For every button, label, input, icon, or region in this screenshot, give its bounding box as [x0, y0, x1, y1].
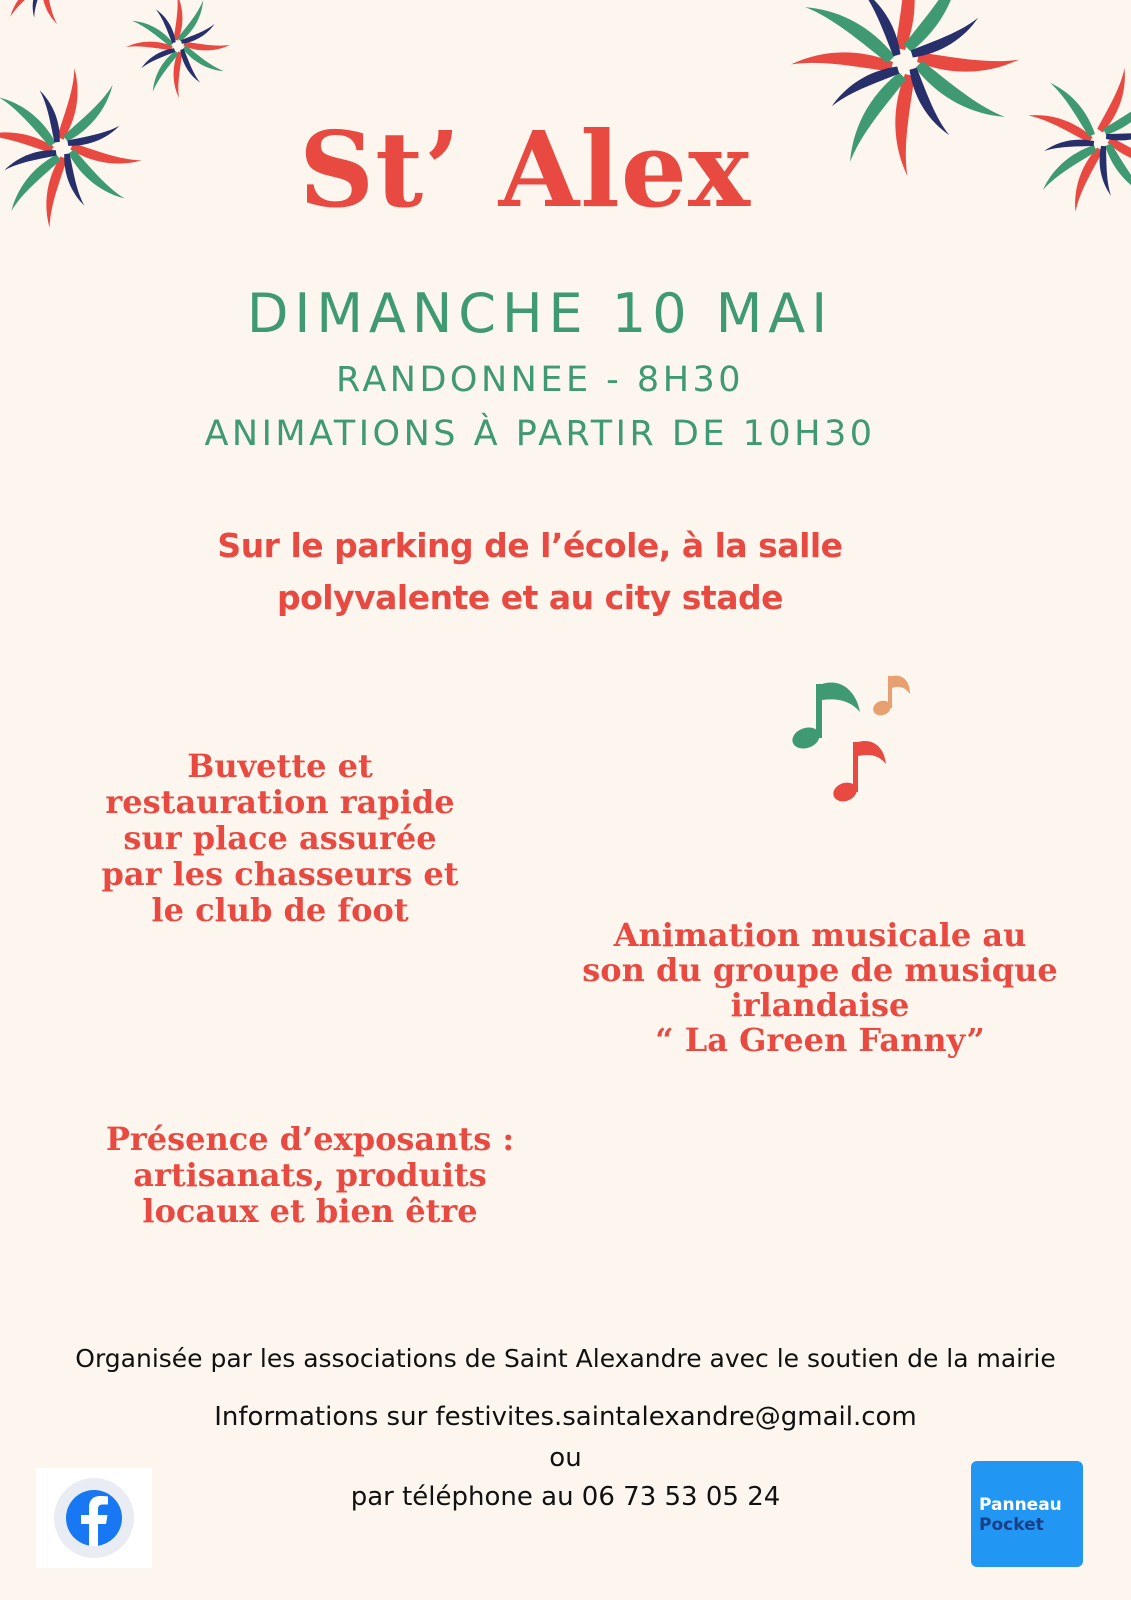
- animations-line: ANIMATIONS À PARTIR DE 10H30: [204, 414, 876, 454]
- phone: par téléphone au 06 73 53 05 24: [350, 1482, 781, 1512]
- venue: [180, 520, 880, 624]
- buvette-line: le club de foot: [151, 891, 409, 929]
- buvette-line: sur place assurée: [123, 819, 437, 857]
- buvette-line: restauration rapide: [105, 783, 455, 821]
- buvette-text: [50, 748, 510, 928]
- panneau-pocket-badge[interactable]: [971, 1461, 1083, 1567]
- buvette-line: par les chasseurs et: [101, 855, 459, 893]
- pocket-label: Pocket: [979, 1515, 1044, 1535]
- buvette-line: Buvette et: [187, 747, 373, 785]
- musique-line: son du groupe de musique: [582, 951, 1058, 989]
- venue-line-2: polyvalente et au city stade: [277, 578, 783, 617]
- organisers: Organisée par les associations de Saint Alexandre avec le soutien de la mairie: [75, 1344, 1056, 1373]
- panneau-label: Panneau: [979, 1495, 1062, 1515]
- exposants-line: locaux et bien être: [142, 1192, 478, 1230]
- facebook-icon[interactable]: [36, 1468, 152, 1568]
- facebook-badge[interactable]: [36, 1468, 152, 1568]
- musique-text: [540, 918, 1100, 1058]
- music-notes-icon: [790, 672, 920, 812]
- or-text: ou: [549, 1443, 582, 1473]
- info-email: Informations sur festivites.saintalexandre@gmail.com: [214, 1402, 917, 1432]
- venue-line-1: Sur le parking de l’école, à la salle: [217, 526, 843, 565]
- exposants-line: Présence d’exposants :: [105, 1120, 515, 1158]
- randonnee-line: RANDONNEE - 8H30: [335, 360, 745, 400]
- musique-line: Animation musicale au: [613, 916, 1027, 954]
- musique-line: irlandaise: [730, 986, 910, 1024]
- event-title: St’ Alex: [299, 108, 751, 231]
- exposants-text: [60, 1121, 560, 1229]
- exposants-line: artisanats, produits: [133, 1156, 487, 1194]
- musique-line: “ La Green Fanny”: [655, 1021, 985, 1059]
- event-date: DIMANCHE 10 MAI: [246, 282, 834, 345]
